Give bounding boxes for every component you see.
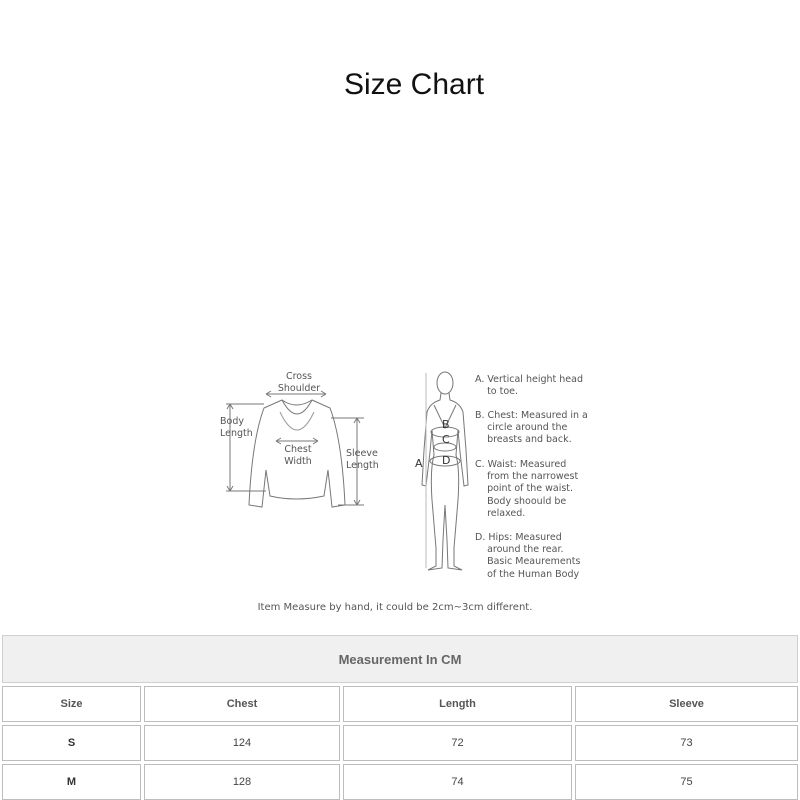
table-row-s-length: 72: [343, 725, 572, 761]
table-row-s-sleeve: 73: [575, 725, 798, 761]
chest-width-label: Chest Width: [284, 444, 312, 467]
page-title: Size Chart: [343, 68, 485, 101]
measurement-diagram: [0, 360, 800, 600]
cross-shoulder-label: Cross Shoulder: [277, 371, 321, 394]
definition-b: B. Chest: Measured in a circle around the breasts and back.: [475, 410, 588, 446]
marker-b: B: [442, 418, 450, 431]
definition-d: D. Hips: Measured around the rear. Basic Meaurements of the Human Body: [475, 532, 581, 580]
table-row-m-length: 74: [343, 764, 572, 800]
measurement-note: Item Measure by hand, it could be 2cm~3cm different.: [257, 602, 533, 613]
table-row-s-size: S: [2, 725, 141, 761]
definition-c: C. Waist: Measured from the narrowest point of the waist. Body shoould be relaxed.: [475, 459, 579, 519]
table-row-m-sleeve: 75: [575, 764, 798, 800]
sleeve-length-label: Sleeve Length: [346, 448, 379, 471]
marker-a: A: [415, 457, 423, 470]
size-table: [0, 635, 800, 800]
table-caption: Measurement In CM: [2, 635, 798, 683]
table-row-s-chest: 124: [144, 725, 340, 761]
definition-a: A. Vertical height head to toe.: [475, 374, 583, 398]
figure-head: [437, 372, 453, 394]
header-size: Size: [2, 686, 141, 722]
marker-d: D: [442, 454, 451, 467]
table-row-m-size: M: [2, 764, 141, 800]
table-row-m-chest: 128: [144, 764, 340, 800]
marker-c: C: [442, 433, 450, 446]
header-length: Length: [343, 686, 572, 722]
header-sleeve: Sleeve: [575, 686, 798, 722]
header-chest: Chest: [144, 686, 340, 722]
body-length-label: Body Length: [220, 416, 253, 439]
